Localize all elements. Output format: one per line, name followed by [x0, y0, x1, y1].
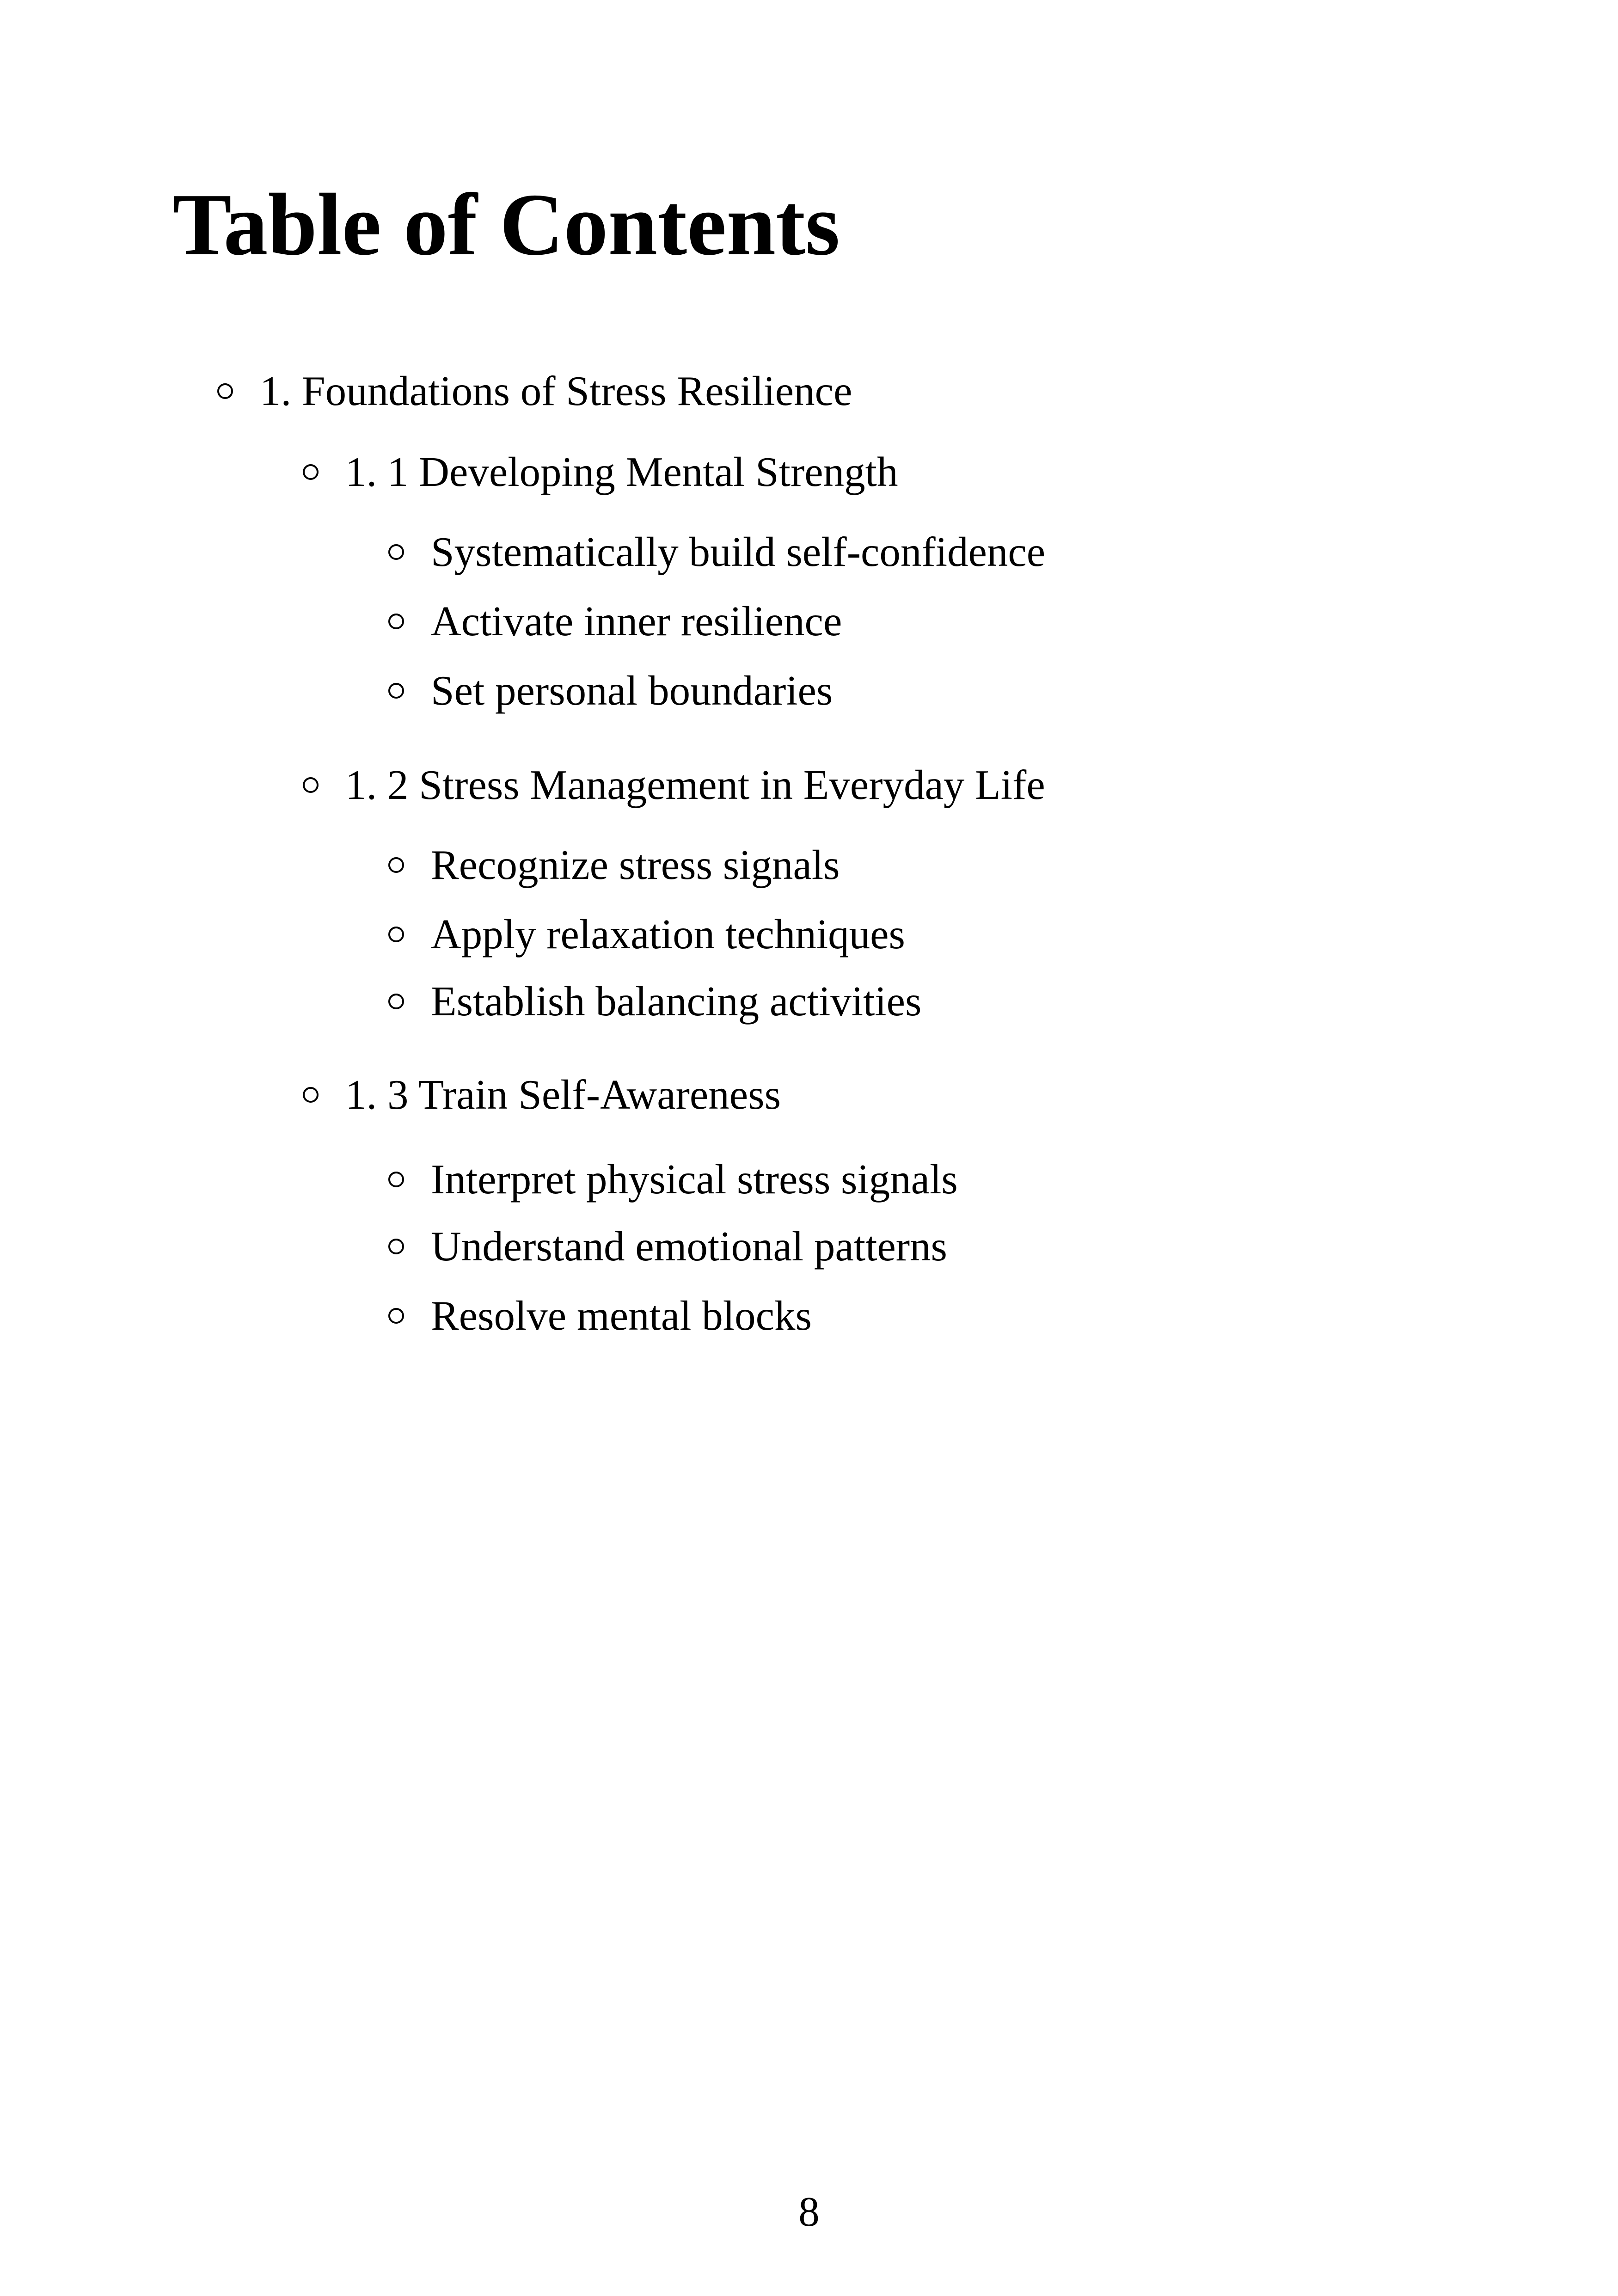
toc-item-label: Apply relaxation techniques	[431, 911, 905, 958]
toc-item-label: Recognize stress signals	[431, 841, 840, 888]
hollow-circle-bullet-icon	[388, 927, 404, 942]
toc-item[interactable]	[388, 598, 842, 645]
toc-section-1-1[interactable]	[303, 448, 898, 495]
hollow-circle-bullet-icon	[303, 1087, 319, 1103]
hollow-circle-bullet-icon	[388, 1308, 404, 1324]
toc-item[interactable]	[388, 1292, 812, 1339]
toc-item-label: Understand emotional patterns	[431, 1223, 947, 1270]
toc-item-label: Set personal boundaries	[431, 667, 833, 714]
hollow-circle-bullet-icon	[388, 857, 404, 873]
toc-item[interactable]	[388, 1156, 958, 1203]
hollow-circle-bullet-icon	[303, 777, 319, 793]
toc-chapter-1[interactable]	[217, 370, 852, 412]
toc-item[interactable]	[388, 911, 905, 958]
page-title: Table of Contents	[172, 175, 840, 274]
toc-section-label: 1. 2 Stress Management in Everyday Life	[345, 761, 1045, 808]
hollow-circle-bullet-icon	[388, 1239, 404, 1254]
page-number: 8	[798, 2188, 820, 2235]
hollow-circle-bullet-icon	[303, 464, 319, 480]
toc-item[interactable]	[388, 669, 833, 712]
hollow-circle-bullet-icon	[388, 544, 404, 560]
hollow-circle-bullet-icon	[388, 994, 404, 1009]
toc-section-label: 1. 3 Train Self-Awareness	[345, 1071, 781, 1118]
toc-item[interactable]	[388, 978, 922, 1025]
toc-item-label: Systematically build self-confidence	[431, 528, 1046, 575]
toc-section-label: 1. 1 Developing Mental Strength	[345, 448, 898, 495]
hollow-circle-bullet-icon	[388, 614, 404, 629]
toc-item-label: Resolve mental blocks	[431, 1292, 812, 1339]
toc-item[interactable]	[388, 841, 840, 888]
hollow-circle-bullet-icon	[388, 683, 404, 699]
toc-chapter-label: 1. Foundations of Stress Resilience	[260, 368, 852, 414]
toc-item[interactable]	[388, 528, 1046, 575]
hollow-circle-bullet-icon	[388, 1172, 404, 1187]
toc-item-label: Interpret physical stress signals	[431, 1156, 958, 1203]
toc-item-label: Establish balancing activities	[431, 978, 922, 1025]
toc-item-label: Activate inner resilience	[431, 598, 842, 645]
toc-section-1-2[interactable]	[303, 761, 1045, 808]
toc-item[interactable]	[388, 1223, 947, 1270]
toc-section-1-3[interactable]	[303, 1071, 781, 1118]
hollow-circle-bullet-icon	[217, 383, 233, 399]
